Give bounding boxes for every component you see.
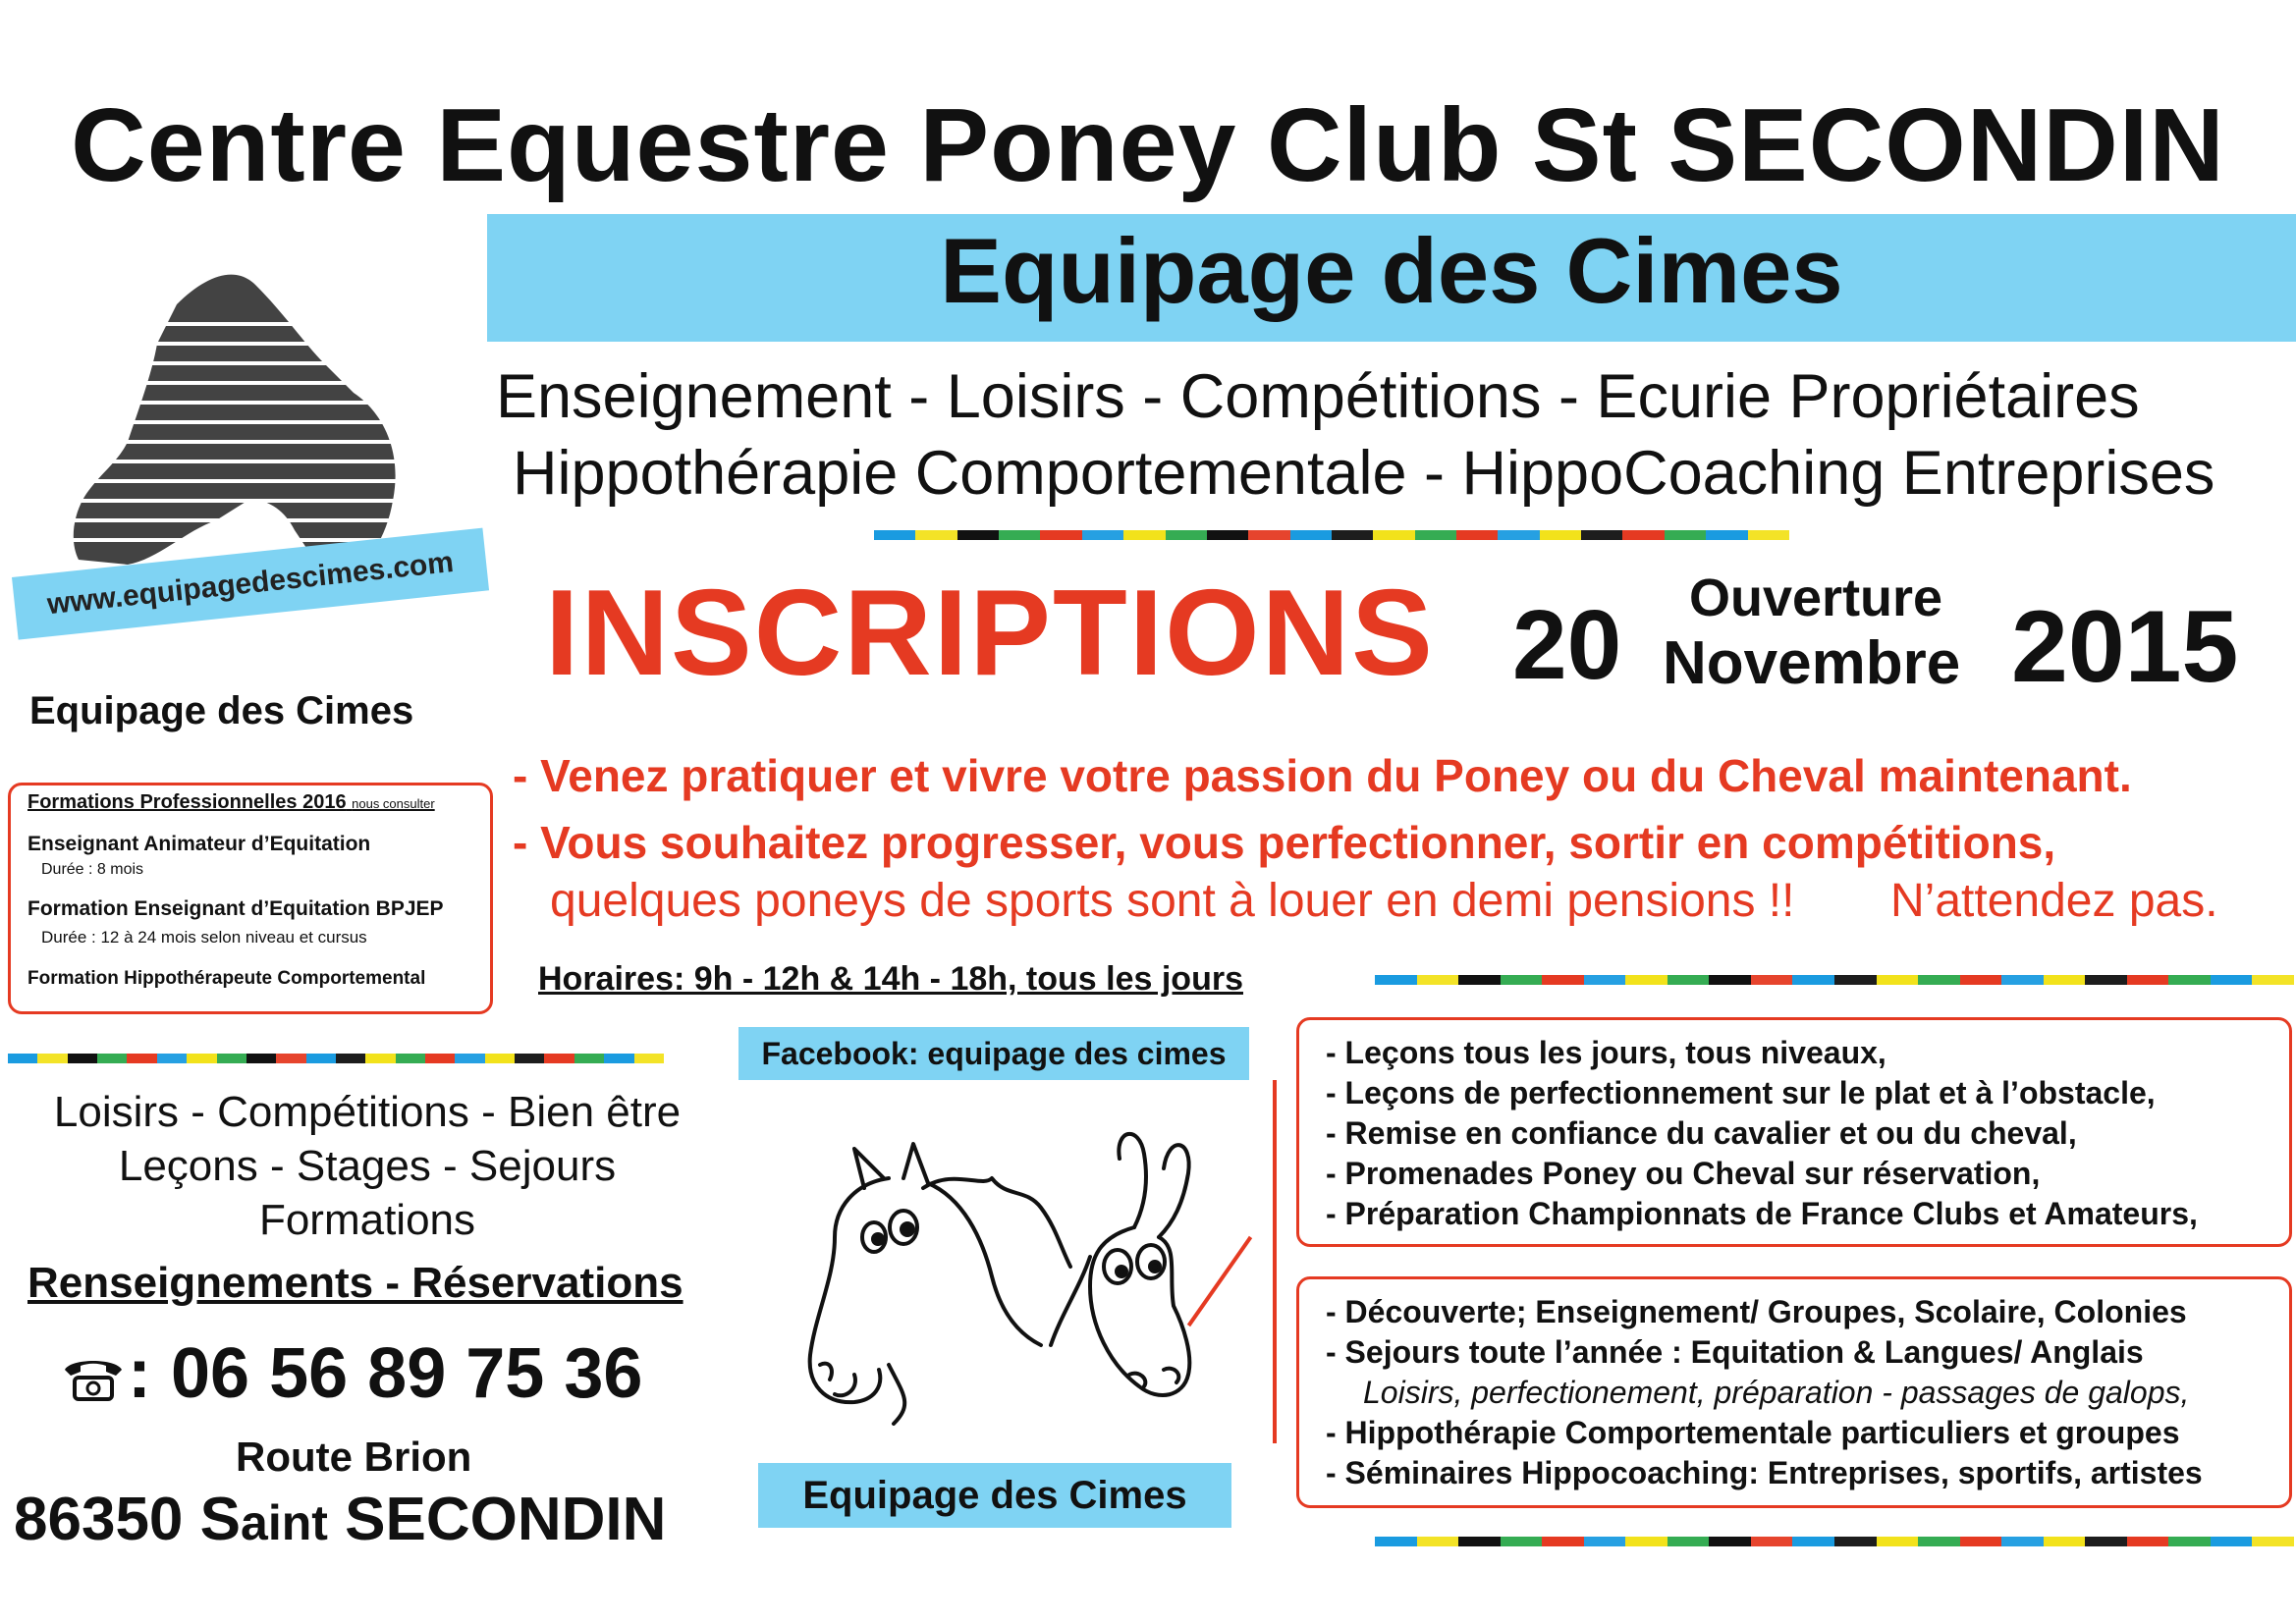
- stripe-segment: [2252, 975, 2294, 985]
- horse-donkey-cartoon-icon: [795, 1129, 1257, 1443]
- stripe-segment: [127, 1054, 156, 1063]
- stripe-segment: [1834, 1537, 1877, 1546]
- lesson-item-4: - Promenades Poney ou Cheval sur réservation,: [1326, 1156, 2041, 1191]
- stripe-segment: [1501, 1537, 1543, 1546]
- stripe-segment: [1960, 1537, 2002, 1546]
- stripe-segment: [336, 1054, 365, 1063]
- stripe-segment: [1123, 530, 1165, 540]
- stripe-segment: [999, 530, 1040, 540]
- services-line-1: Enseignement - Loisirs - Compétitions - Ecurie Propriétaires: [496, 362, 2140, 431]
- color-stripe-left: [8, 1054, 664, 1063]
- stripe-segment: [1709, 1537, 1751, 1546]
- stripe-segment: [2252, 1537, 2294, 1546]
- stripe-segment: [1918, 975, 1960, 985]
- red-divider: [1273, 1080, 1277, 1443]
- stripe-segment: [957, 530, 999, 540]
- stripe-segment: [1415, 530, 1456, 540]
- program-item-3: - Hippothérapie Comportementale particuliers et groupes: [1326, 1415, 2180, 1450]
- stripe-segment: [1792, 1537, 1834, 1546]
- stripe-segment: [1375, 975, 1417, 985]
- lesson-item-3: - Remise en confiance du cavalier et ou du cheval,: [1326, 1115, 2077, 1151]
- city-prefix: S: [199, 1486, 242, 1553]
- stripe-segment: [1748, 530, 1789, 540]
- stripe-segment: [604, 1054, 633, 1063]
- stripe-segment: [2211, 975, 2253, 985]
- program-item-2: - Sejours toute l’année : Equitation & Langues/ Anglais: [1326, 1334, 2144, 1370]
- activities-line-2: Leçons - Stages - Sejours: [118, 1142, 617, 1190]
- city-small: aint: [241, 1495, 328, 1550]
- stripe-segment: [2001, 975, 2044, 985]
- stripe-segment: [1040, 530, 1081, 540]
- stripe-segment: [1834, 975, 1877, 985]
- facebook-badge[interactable]: Facebook: equipage des cimes: [738, 1027, 1249, 1080]
- pitch-line-1: - Venez pratiquer et vivre votre passion du Poney ou du Cheval maintenant.: [513, 750, 2132, 801]
- activities-line-1: Loisirs - Compétitions - Bien être: [53, 1088, 682, 1136]
- program-item-4: - Séminaires Hippocoaching: Entreprises, sportifs, artistes: [1326, 1455, 2203, 1490]
- stripe-segment: [246, 1054, 276, 1063]
- program-item-1: - Découverte; Enseignement/ Groupes, Scolaire, Colonies: [1326, 1294, 2187, 1329]
- postcode: 86350: [14, 1486, 184, 1553]
- stripe-segment: [455, 1054, 484, 1063]
- stripe-segment: [2211, 1537, 2253, 1546]
- opening-year: 2015: [2011, 590, 2239, 704]
- stripe-segment: [2168, 975, 2211, 985]
- stripe-segment: [276, 1054, 305, 1063]
- stripe-segment: [1581, 530, 1622, 540]
- stripe-segment: [1166, 530, 1207, 540]
- activities-line-3: Formations: [258, 1196, 476, 1244]
- page-title: Centre Equestre Poney Club St SECONDIN: [71, 87, 2225, 203]
- opening-hours: Horaires: 9h - 12h & 14h - 18h, tous les jours: [538, 960, 1243, 998]
- horse-logo-icon: [59, 265, 432, 579]
- stripe-segment: [1540, 530, 1581, 540]
- lesson-item-2: - Leçons de perfectionnement sur le plat et à l’obstacle,: [1326, 1075, 2156, 1110]
- program-item-2-detail: Loisirs, perfectionement, préparation - passages de galops,: [1363, 1375, 2190, 1410]
- address-street: Route Brion: [236, 1434, 472, 1480]
- stripe-segment: [2127, 1537, 2169, 1546]
- phone-number: : 06 56 89 75 36: [128, 1334, 643, 1413]
- stripe-segment: [396, 1054, 425, 1063]
- lesson-item-5: - Préparation Championnats de France Clubs et Amateurs,: [1326, 1196, 2198, 1231]
- website-badge[interactable]: www.equipagedescimes.com: [12, 528, 489, 640]
- stripe-segment: [1542, 1537, 1584, 1546]
- address-city: [14, 1485, 666, 1554]
- stripe-segment: [1498, 530, 1539, 540]
- color-stripe-top: [874, 530, 1789, 540]
- telephone-icon: [61, 1354, 126, 1403]
- city-name: SECONDIN: [345, 1486, 667, 1553]
- phone-line[interactable]: [61, 1333, 642, 1414]
- stripe-segment: [1082, 530, 1123, 540]
- stripe-segment: [515, 1054, 544, 1063]
- color-stripe-right: [1375, 975, 2294, 985]
- formation-item-3: Formation Hippothérapeute Comportemental: [27, 968, 426, 989]
- stripe-segment: [1207, 530, 1248, 540]
- pitch-line-2: - Vous souhaitez progresser, vous perfectionner, sortir en compétitions,: [513, 817, 2056, 868]
- stripe-segment: [1877, 975, 1919, 985]
- stripe-segment: [1751, 975, 1793, 985]
- stripe-segment: [1373, 530, 1414, 540]
- stripe-segment: [1248, 530, 1289, 540]
- stripe-segment: [544, 1054, 574, 1063]
- stripe-segment: [2127, 975, 2169, 985]
- stripe-segment: [1542, 975, 1584, 985]
- stripe-segment: [425, 1054, 455, 1063]
- info-reservations-heading: Renseignements - Réservations: [27, 1259, 683, 1307]
- stripe-segment: [365, 1054, 395, 1063]
- opening-label: Ouverture: [1689, 568, 1943, 627]
- stripe-segment: [1625, 975, 1667, 985]
- formation-item-1-duration: Durée : 8 mois: [41, 861, 144, 878]
- stripe-segment: [1918, 1537, 1960, 1546]
- formations-title-text: Formations Professionnelles 2016: [27, 791, 347, 813]
- formation-item-1: Enseignant Animateur d’Equitation: [27, 833, 371, 855]
- stripe-segment: [2085, 1537, 2127, 1546]
- stripe-segment: [1456, 530, 1498, 540]
- lesson-item-1: - Leçons tous les jours, tous niveaux,: [1326, 1035, 1886, 1070]
- logo-caption: Equipage des Cimes: [29, 689, 414, 732]
- stripe-segment: [1417, 1537, 1459, 1546]
- stripe-segment: [306, 1054, 336, 1063]
- formation-item-2-duration: Durée : 12 à 24 mois selon niveau et cursus: [41, 928, 367, 947]
- stripe-segment: [1458, 1537, 1501, 1546]
- stripe-segment: [874, 530, 915, 540]
- formation-item-2: Formation Enseignant d’Equitation BPJEP: [27, 897, 444, 920]
- stripe-segment: [1622, 530, 1664, 540]
- stripe-segment: [187, 1054, 216, 1063]
- formations-title: [27, 791, 435, 814]
- stripe-segment: [37, 1054, 67, 1063]
- stripe-segment: [2044, 1537, 2086, 1546]
- pitch-line-3: quelques poneys de sports sont à louer en demi pensions !!: [550, 875, 1795, 927]
- stripe-segment: [1458, 975, 1501, 985]
- stripe-segment: [1877, 1537, 1919, 1546]
- stripe-segment: [1792, 975, 1834, 985]
- stripe-segment: [1709, 975, 1751, 985]
- stripe-segment: [634, 1054, 664, 1063]
- stripe-segment: [1290, 530, 1332, 540]
- stripe-segment: [2044, 975, 2086, 985]
- stripe-segment: [574, 1054, 604, 1063]
- subtitle: Equipage des Cimes: [940, 219, 1843, 322]
- stripe-segment: [1706, 530, 1747, 540]
- stripe-segment: [1667, 1537, 1710, 1546]
- services-line-2: Hippothérapie Comportementale - HippoCoaching Entreprises: [513, 439, 2215, 508]
- stripe-segment: [1375, 1537, 1417, 1546]
- stripe-segment: [2168, 1537, 2211, 1546]
- stripe-segment: [2001, 1537, 2044, 1546]
- opening-month: Novembre: [1663, 629, 1961, 697]
- inscriptions-headline: INSCRIPTIONS: [545, 566, 1435, 701]
- stripe-segment: [1665, 530, 1706, 540]
- stripe-segment: [1960, 975, 2002, 985]
- stripe-segment: [1667, 975, 1710, 985]
- color-stripe-bottom: [1375, 1537, 2294, 1546]
- stripe-segment: [1625, 1537, 1667, 1546]
- formations-title-note: nous consulter: [352, 796, 435, 811]
- stripe-segment: [157, 1054, 187, 1063]
- stripe-segment: [1332, 530, 1373, 540]
- stripe-segment: [68, 1054, 97, 1063]
- stripe-segment: [1501, 975, 1543, 985]
- stripe-segment: [1584, 975, 1626, 985]
- stripe-segment: [1584, 1537, 1626, 1546]
- stripe-segment: [217, 1054, 246, 1063]
- opening-day: 20: [1512, 590, 1622, 700]
- bottom-badge: Equipage des Cimes: [758, 1463, 1231, 1528]
- pitch-call-to-action: N’attendez pas.: [1890, 875, 2218, 927]
- stripe-segment: [1417, 975, 1459, 985]
- stripe-segment: [1751, 1537, 1793, 1546]
- stripe-segment: [97, 1054, 127, 1063]
- stripe-segment: [485, 1054, 515, 1063]
- stripe-segment: [915, 530, 957, 540]
- stripe-segment: [8, 1054, 37, 1063]
- stripe-segment: [2085, 975, 2127, 985]
